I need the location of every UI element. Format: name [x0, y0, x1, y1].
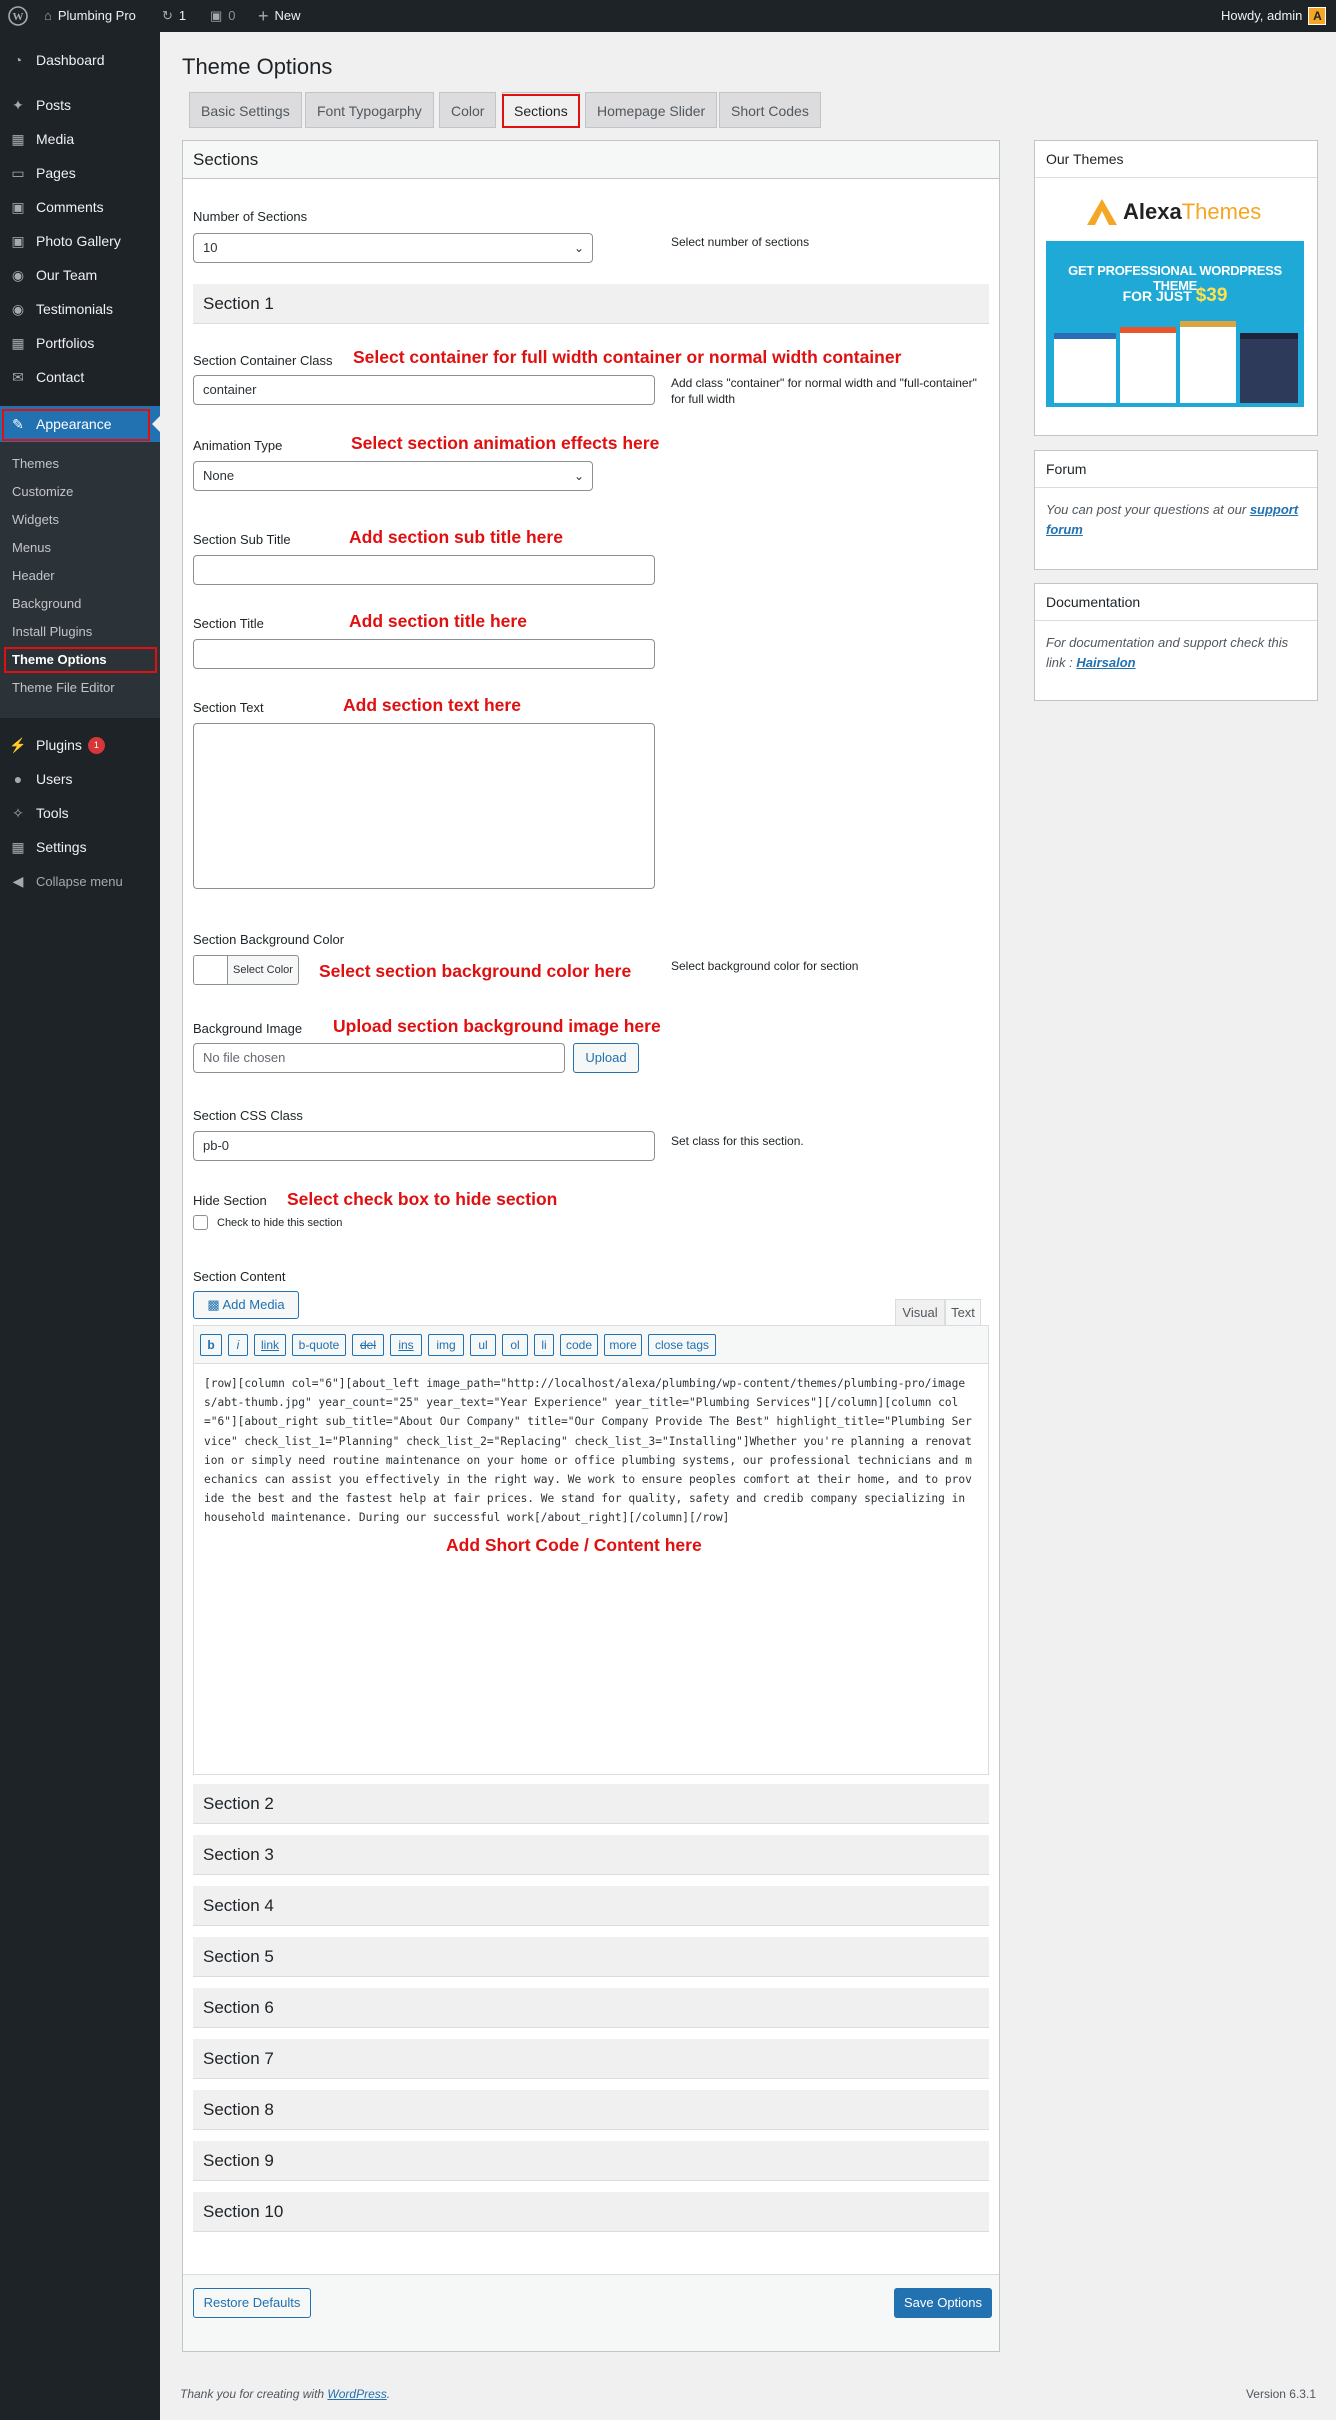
- section-text-label: Section Text: [193, 700, 264, 715]
- section-title-label: Section Title: [193, 616, 264, 631]
- menu-item-media[interactable]: ▦ Media: [0, 122, 160, 156]
- container-class-label: Section Container Class: [193, 353, 333, 368]
- menu-item-settings[interactable]: ▦ Settings: [0, 830, 160, 864]
- hide-section-checkbox[interactable]: [193, 1215, 208, 1230]
- section-title-annotation: Add section title here: [349, 611, 527, 631]
- tab-short-codes[interactable]: Short Codes: [719, 92, 821, 128]
- tab-homepage-slider[interactable]: Homepage Slider: [585, 92, 717, 128]
- number-of-sections-help: Select number of sections: [671, 235, 810, 249]
- quicktags-toolbar: [194, 1326, 988, 1364]
- tab-color[interactable]: Color: [439, 92, 496, 128]
- chevron-down-icon: ⌄: [573, 241, 584, 255]
- section-1-header[interactable]: Section 1: [193, 284, 989, 324]
- submenu-theme-options[interactable]: Theme Options: [12, 652, 107, 667]
- tab-sections[interactable]: Sections: [502, 92, 580, 128]
- section-10-header[interactable]: Section 10: [193, 2192, 989, 2232]
- svg-text:W: W: [12, 11, 24, 23]
- submenu-header[interactable]: Header: [12, 568, 55, 583]
- gallery-icon: ▣: [11, 232, 25, 249]
- hide-section-checkbox-label: Check to hide this section: [217, 1217, 343, 1229]
- submenu-widgets[interactable]: Widgets: [12, 512, 59, 527]
- tab-basic-settings[interactable]: Basic Settings: [189, 92, 302, 128]
- container-class-annotation: Select container for full width container or normal width container: [353, 347, 902, 367]
- menu-item-our-team[interactable]: ◉ Our Team: [0, 258, 160, 292]
- save-options-button[interactable]: Save Options: [894, 2288, 992, 2318]
- updates-link[interactable]: ↻ 1: [162, 0, 186, 32]
- quicktag-ul[interactable]: ul: [470, 1334, 496, 1356]
- media-icon: ▦: [11, 130, 25, 147]
- comment-icon: ▣: [11, 198, 25, 215]
- animation-type-select[interactable]: None ⌄: [193, 461, 593, 491]
- theme-preview-3: [1180, 321, 1236, 403]
- comments-link[interactable]: ▣ 0: [210, 0, 236, 32]
- our-themes-box: [1034, 140, 1318, 436]
- quicktag-bold[interactable]: b: [200, 1334, 222, 1356]
- settings-icon: ▦: [11, 838, 25, 855]
- select-color-button[interactable]: Select Color: [193, 955, 299, 985]
- upload-button[interactable]: Upload: [573, 1043, 639, 1073]
- wordpress-link[interactable]: WordPress: [327, 2387, 387, 2401]
- section-9-header[interactable]: Section 9: [193, 2141, 989, 2181]
- forum-box: Forum You can post your questions at our support forum: [1034, 450, 1318, 570]
- quicktag-close-tags[interactable]: close tags: [648, 1334, 716, 1356]
- section-8-header[interactable]: Section 8: [193, 2090, 989, 2130]
- appearance-highlight: [2, 409, 150, 441]
- submenu-menus[interactable]: Menus: [12, 540, 52, 555]
- sections-panel: [182, 140, 1000, 2352]
- hide-section-annotation: Select check box to hide section: [287, 1189, 558, 1209]
- sub-title-label: Section Sub Title: [193, 532, 291, 547]
- new-content-link[interactable]: + New: [258, 0, 301, 32]
- price-line: FOR JUST $39: [1122, 285, 1228, 306]
- dashboard-icon: ◔: [13, 52, 23, 68]
- admin-sidebar: [0, 32, 160, 2420]
- background-image-input[interactable]: No file chosen: [193, 1043, 565, 1073]
- forum-title: Forum: [1035, 451, 1317, 488]
- content-annotation: Add Short Code / Content here: [446, 1534, 702, 1555]
- portfolio-icon: ▦: [11, 334, 25, 351]
- section-content-label: Section Content: [193, 1269, 286, 1284]
- our-themes-title: Our Themes: [1035, 141, 1317, 178]
- menu-item-tools[interactable]: ✧ Tools: [0, 796, 160, 830]
- page-title: Theme Options: [182, 54, 333, 79]
- add-media-button[interactable]: ▩ Add Media: [193, 1291, 299, 1319]
- css-class-help: Set class for this section.: [671, 1134, 804, 1148]
- section-3-header[interactable]: Section 3: [193, 1835, 989, 1875]
- submenu-install-plugins[interactable]: Install Plugins: [12, 624, 93, 639]
- menu-item-portfolios[interactable]: ▦ Portfolios: [0, 326, 160, 360]
- footer-version: Version 6.3.1: [1245, 2387, 1316, 2401]
- section-title-input[interactable]: [193, 639, 655, 669]
- quicktag-more[interactable]: more: [604, 1334, 642, 1356]
- alexa-logo-icon: [1085, 197, 1119, 227]
- sections-tab-highlight: [502, 94, 580, 128]
- theme-options-highlight: [4, 647, 157, 673]
- active-menu-arrow: [152, 416, 160, 432]
- documentation-title: Documentation: [1035, 584, 1317, 621]
- css-class-label: Section CSS Class: [193, 1108, 303, 1123]
- quicktag-blockquote[interactable]: b-quote: [292, 1334, 346, 1356]
- hairsalon-link[interactable]: Hairsalon: [1076, 655, 1136, 670]
- envelope-icon: ✉: [12, 368, 24, 385]
- number-of-sections-select[interactable]: 10 ⌄: [193, 233, 593, 263]
- section-4-header[interactable]: Section 4: [193, 1886, 989, 1926]
- media-icon: ▩: [207, 1297, 220, 1312]
- avatar: A: [1308, 7, 1326, 25]
- sub-title-annotation: Add section sub title here: [349, 527, 563, 547]
- container-class-input[interactable]: container: [193, 375, 655, 405]
- menu-item-pages[interactable]: ▭ Pages: [0, 156, 160, 190]
- quicktag-link[interactable]: link: [254, 1334, 286, 1356]
- background-image-annotation: Upload section background image here: [333, 1016, 661, 1036]
- quicktag-ins[interactable]: ins: [390, 1334, 422, 1356]
- documentation-box: Documentation For documentation and support check this link : Hairsalon: [1034, 583, 1318, 701]
- account-menu[interactable]: Howdy, admin A: [1221, 0, 1326, 32]
- number-of-sections-label: Number of Sections: [193, 209, 308, 224]
- menu-item-contact[interactable]: ✉ Contact: [0, 360, 160, 394]
- menu-item-testimonials[interactable]: ◉ Testimonials: [0, 292, 160, 326]
- plugins-update-badge: 1: [88, 737, 105, 754]
- background-color-annotation: Select section background color here: [319, 961, 632, 981]
- quicktag-del[interactable]: del: [352, 1334, 384, 1356]
- menu-item-dashboard[interactable]: ◔ Dashboard: [0, 43, 160, 77]
- collapse-menu-button[interactable]: ◀ Collapse menu: [0, 864, 160, 898]
- css-class-input[interactable]: pb-0: [193, 1131, 655, 1161]
- quicktag-img[interactable]: img: [428, 1334, 464, 1356]
- admin-bar: [0, 0, 1336, 32]
- section-2-header[interactable]: Section 2: [193, 1784, 989, 1824]
- content-textarea[interactable]: [row][column col="6"][about_left image_path="http://localhost/alexa/plumbing/wp-content/themes/plumbing-pro/images/abt-thumb.jpg" year_count="25" year_text="Year Experience" year_title="Plumbing Services"][/column][column col="6"][about_right sub_title="About Our Company" title="Our Company Provide The Best" highlight_title="Plumbing Service" check_list_1="Planning" check_list_2="Replacing" check_list_3="Installing"]Whether you're planning a renovation or simply need routine maintenance on your home or office plumbing systems, our professional technicians and mechanics can assist you effectively in the right way. We work to ensure peoples comfort at their home, and to provide the best and the fastest help at fair prices. We stand for quality, safety and credib company specializing in household maintenance. During our successful work[/about_right][/column][/row] Add Short Code / Content here: [194, 1364, 988, 1774]
- wordpress-logo-icon[interactable]: [8, 0, 28, 32]
- hide-section-label: Hide Section: [193, 1193, 267, 1208]
- section-text-annotation: Add section text here: [343, 695, 521, 715]
- section-6-header[interactable]: Section 6: [193, 1988, 989, 2028]
- quicktag-li[interactable]: li: [534, 1334, 554, 1356]
- testimonials-icon: ◉: [11, 300, 25, 317]
- sub-title-input[interactable]: [193, 555, 655, 585]
- background-color-label: Section Background Color: [193, 932, 345, 947]
- submenu-theme-file-editor[interactable]: Theme File Editor: [12, 680, 115, 695]
- support-forum-link[interactable]: support forum: [1046, 502, 1299, 537]
- section-7-header[interactable]: Section 7: [193, 2039, 989, 2079]
- comment-bubble-icon: ▣: [210, 8, 223, 23]
- menu-item-photo-gallery[interactable]: ▣ Photo Gallery: [0, 224, 160, 258]
- quicktag-code[interactable]: code: [560, 1334, 598, 1356]
- menu-item-comments[interactable]: ▣ Comments: [0, 190, 160, 224]
- home-icon: ⌂: [44, 8, 52, 23]
- container-class-help: Add class "container" for normal width and "full-container" for full width: [671, 376, 977, 406]
- panel-title: Sections: [183, 141, 999, 179]
- user-icon: ●: [13, 771, 23, 787]
- background-image-label: Background Image: [193, 1021, 303, 1036]
- alexa-logo[interactable]: AlexaThemes: [1085, 197, 1261, 227]
- submenu-themes[interactable]: Themes: [12, 456, 59, 471]
- chevron-down-icon: ⌄: [573, 469, 584, 483]
- footer-thanks: Thank you for creating with WordPress.: [180, 2387, 391, 2401]
- submenu-background[interactable]: Background: [12, 596, 82, 611]
- section-5-header[interactable]: Section 5: [193, 1937, 989, 1977]
- site-name-link[interactable]: ⌂ Plumbing Pro: [44, 0, 136, 32]
- menu-item-users[interactable]: ● Users: [0, 762, 160, 796]
- editor-tab-text[interactable]: Text: [945, 1299, 981, 1326]
- wrench-icon: ✧: [12, 804, 24, 821]
- pin-icon: ✦: [12, 96, 24, 113]
- animation-type-annotation: Select section animation effects here: [351, 433, 660, 453]
- submenu-customize[interactable]: Customize: [12, 484, 74, 499]
- section-text-textarea[interactable]: [193, 723, 655, 889]
- color-swatch: [194, 956, 228, 984]
- paintbrush-icon: ✎: [12, 415, 24, 432]
- animation-type-label: Animation Type: [193, 438, 283, 453]
- updates-icon: ↻: [162, 8, 173, 23]
- team-icon: ◉: [11, 266, 25, 283]
- tab-font-typography[interactable]: Font Typogarphy: [305, 92, 434, 128]
- collapse-arrow-icon: ◀: [12, 872, 24, 889]
- restore-defaults-button[interactable]: Restore Defaults: [193, 2288, 311, 2318]
- page-icon: ▭: [11, 164, 25, 181]
- plus-icon: +: [258, 6, 269, 26]
- plug-icon: ⚡: [9, 736, 27, 753]
- menu-item-plugins[interactable]: ⚡ Plugins 1: [0, 728, 160, 762]
- menu-item-posts[interactable]: ✦ Posts: [0, 88, 160, 122]
- background-color-help: Select background color for section: [671, 959, 859, 973]
- theme-preview-2: [1120, 327, 1176, 403]
- content-editor: [193, 1325, 989, 1775]
- pro-theme-banner[interactable]: GET PROFESSIONAL WORDPRESS THEME FOR JUST $39: [1046, 241, 1304, 407]
- theme-preview-1: [1054, 333, 1116, 403]
- menu-item-appearance[interactable]: ✎ Appearance: [0, 406, 160, 442]
- quicktag-ol[interactable]: ol: [502, 1334, 528, 1356]
- editor-tab-visual[interactable]: Visual: [895, 1299, 945, 1325]
- theme-preview-4: [1240, 333, 1298, 403]
- quicktag-italic[interactable]: i: [228, 1334, 248, 1356]
